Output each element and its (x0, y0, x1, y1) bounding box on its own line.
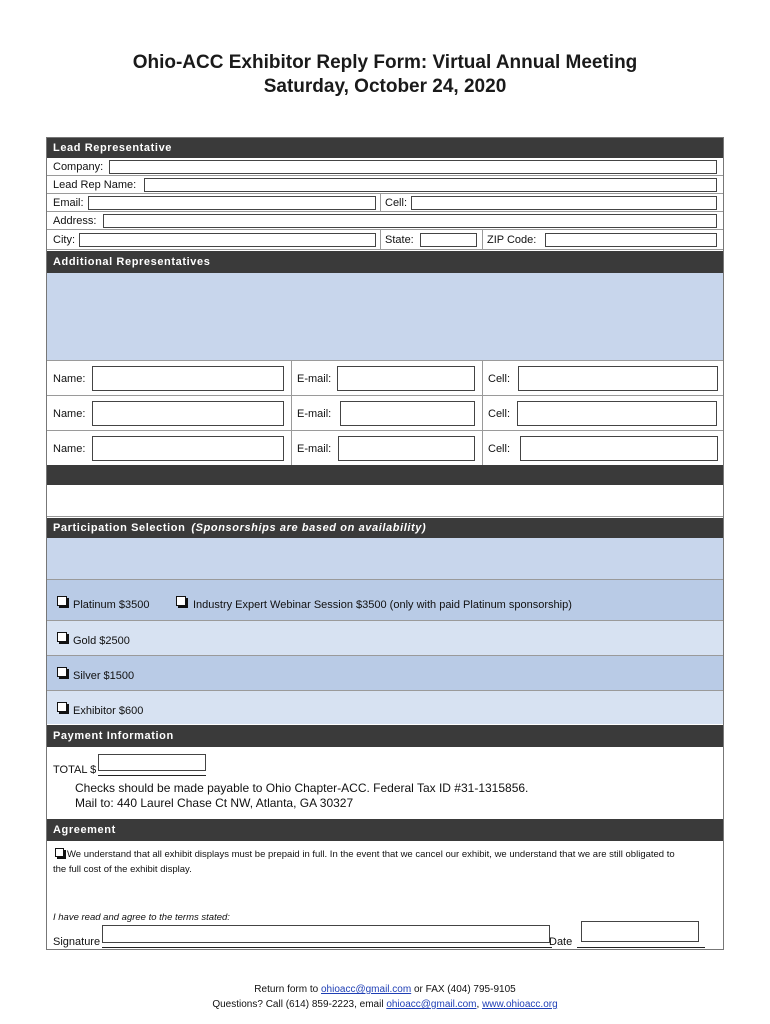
total-label: TOTAL $ (53, 764, 97, 776)
email-cell-divider (380, 194, 381, 211)
additional-representatives-header-text: Additional Representatives (53, 256, 211, 268)
email-input[interactable] (88, 196, 376, 210)
date-label: Date (549, 936, 573, 948)
webinar-option-label: Industry Expert Webinar Session $3500 (only with paid Platinum sponsorship) (193, 599, 572, 611)
platinum-checkbox[interactable] (57, 596, 67, 606)
zip-input[interactable] (545, 233, 717, 247)
date-input[interactable] (581, 921, 699, 942)
rep2-email-input[interactable] (340, 401, 475, 426)
signature-label: Signature (53, 936, 101, 948)
rep3-cell-label: Cell: (488, 443, 511, 455)
agreement-header (47, 819, 723, 841)
rep1-email-input[interactable] (337, 366, 475, 391)
footer-questions-prefix: Questions? Call (614) 859-2223, email (212, 999, 387, 1010)
exhibitor-checkbox[interactable] (57, 702, 67, 712)
state-label: State: (385, 234, 414, 246)
address-label: Address: (53, 215, 97, 227)
lead-representative-header (47, 138, 723, 158)
total-input[interactable] (98, 754, 206, 771)
rep1-name-label: Name: (53, 373, 86, 385)
lead-rep-name-row (47, 176, 723, 194)
state-input[interactable] (420, 233, 477, 247)
platinum-row (47, 580, 723, 621)
payment-section (47, 747, 723, 819)
rep1-divider-1 (291, 361, 292, 395)
cell-input[interactable] (411, 196, 717, 210)
form-title: Ohio-ACC Exhibitor Reply Form: Virtual Annual Meeting (132, 52, 638, 73)
total-underline (98, 775, 206, 776)
signature-input[interactable] (102, 925, 550, 943)
additional-rep-row-1 (47, 361, 723, 396)
rep2-email-label: E-mail: (297, 408, 332, 420)
footer-return-email-link[interactable]: ohioacc@gmail.com (321, 984, 412, 995)
email-label: Email: (53, 197, 84, 209)
agreement-section (47, 841, 723, 949)
silver-option-label: Silver $1500 (73, 670, 135, 682)
city-state-zip-row (47, 230, 723, 250)
rep1-cell-input[interactable] (518, 366, 718, 391)
footer-questions-line (0, 999, 770, 1010)
exhibitor-row (47, 691, 723, 724)
exhibitor-option-label: Exhibitor $600 (73, 705, 144, 717)
city-state-divider (380, 230, 381, 249)
rep1-cell-label: Cell: (488, 373, 511, 385)
gold-checkbox[interactable] (57, 632, 67, 642)
rep2-divider-2 (482, 396, 483, 430)
webinar-checkbox[interactable] (176, 596, 186, 606)
company-row (47, 158, 723, 176)
mail-to-text: Mail to: 440 Laurel Chase Ct NW, Atlanta, GA 30327 (75, 796, 354, 810)
rep2-cell-label: Cell: (488, 408, 511, 420)
footer-questions-email-link[interactable]: ohioacc@gmail.com (386, 999, 477, 1010)
date-underline (577, 947, 705, 948)
signature-underline (102, 947, 552, 948)
gold-row (47, 621, 723, 656)
rep1-name-input[interactable] (92, 366, 284, 391)
footer-questions-sep: , (476, 999, 483, 1010)
platinum-option-label: Platinum $3500 (73, 599, 150, 611)
payment-header-text: Payment Information (53, 730, 174, 742)
form-date-title: Saturday, October 24, 2020 (263, 76, 507, 97)
additional-rep-row-2 (47, 396, 723, 431)
silver-checkbox[interactable] (57, 667, 67, 677)
lead-representative-header-text: Lead Representative (53, 142, 172, 154)
rep1-divider-2 (482, 361, 483, 395)
gold-option-label: Gold $2500 (73, 635, 130, 647)
read-agree-text: I have read and agree to the terms stated: (53, 912, 230, 923)
agreement-statement-line2: the full cost of the exhibit display. (53, 864, 192, 875)
cell-label: Cell: (385, 197, 408, 209)
silver-row (47, 656, 723, 691)
company-input[interactable] (109, 160, 717, 174)
lead-rep-name-label: Lead Rep Name: (53, 179, 137, 191)
footer-return-line (0, 984, 770, 995)
rep3-name-label: Name: (53, 443, 86, 455)
city-label: City: (53, 234, 75, 246)
rep3-name-input[interactable] (92, 436, 284, 461)
address-row (47, 212, 723, 230)
rep1-email-label: E-mail: (297, 373, 332, 385)
exhibitor-form (46, 137, 724, 950)
rep2-divider-1 (291, 396, 292, 430)
participation-header-text: Participation Selection (53, 522, 186, 534)
rep2-name-label: Name: (53, 408, 86, 420)
empty-dark-band (47, 465, 723, 485)
checks-payable-text: Checks should be made payable to Ohio Chapter-ACC. Federal Tax ID #31-1315856. (75, 781, 529, 795)
agreement-statement-line1: We understand that all exhibit displays must be prepaid in full. In the event that we cancel our exhibit, we understand that we are still obligated to (67, 849, 675, 860)
additional-representatives-header (47, 251, 723, 273)
participation-header (47, 518, 723, 538)
zip-label: ZIP Code: (487, 234, 537, 246)
agreement-header-text: Agreement (53, 824, 116, 836)
participation-blank-area (47, 538, 723, 580)
city-input[interactable] (79, 233, 376, 247)
address-input[interactable] (103, 214, 717, 228)
lead-rep-name-input[interactable] (144, 178, 717, 192)
empty-white-row (47, 485, 723, 517)
rep3-email-label: E-mail: (297, 443, 332, 455)
agreement-checkbox[interactable] (55, 848, 64, 857)
company-label: Company: (53, 161, 104, 173)
footer-return-prefix: Return form to (254, 984, 321, 995)
rep2-name-input[interactable] (92, 401, 284, 426)
footer-return-suffix: or FAX (404) 795-9105 (411, 984, 516, 995)
state-zip-divider (482, 230, 483, 249)
payment-header (47, 725, 723, 747)
participation-header-note: (Sponsorships are based on availability) (191, 522, 427, 534)
additional-representatives-blank-area (47, 273, 723, 361)
rep3-email-input[interactable] (338, 436, 475, 461)
rep3-divider-2 (482, 431, 483, 465)
email-cell-row (47, 194, 723, 212)
rep3-divider-1 (291, 431, 292, 465)
footer-website-link[interactable]: www.ohioacc.org (482, 999, 558, 1010)
rep3-cell-input[interactable] (520, 436, 718, 461)
additional-rep-row-3 (47, 431, 723, 466)
rep2-cell-input[interactable] (517, 401, 717, 426)
